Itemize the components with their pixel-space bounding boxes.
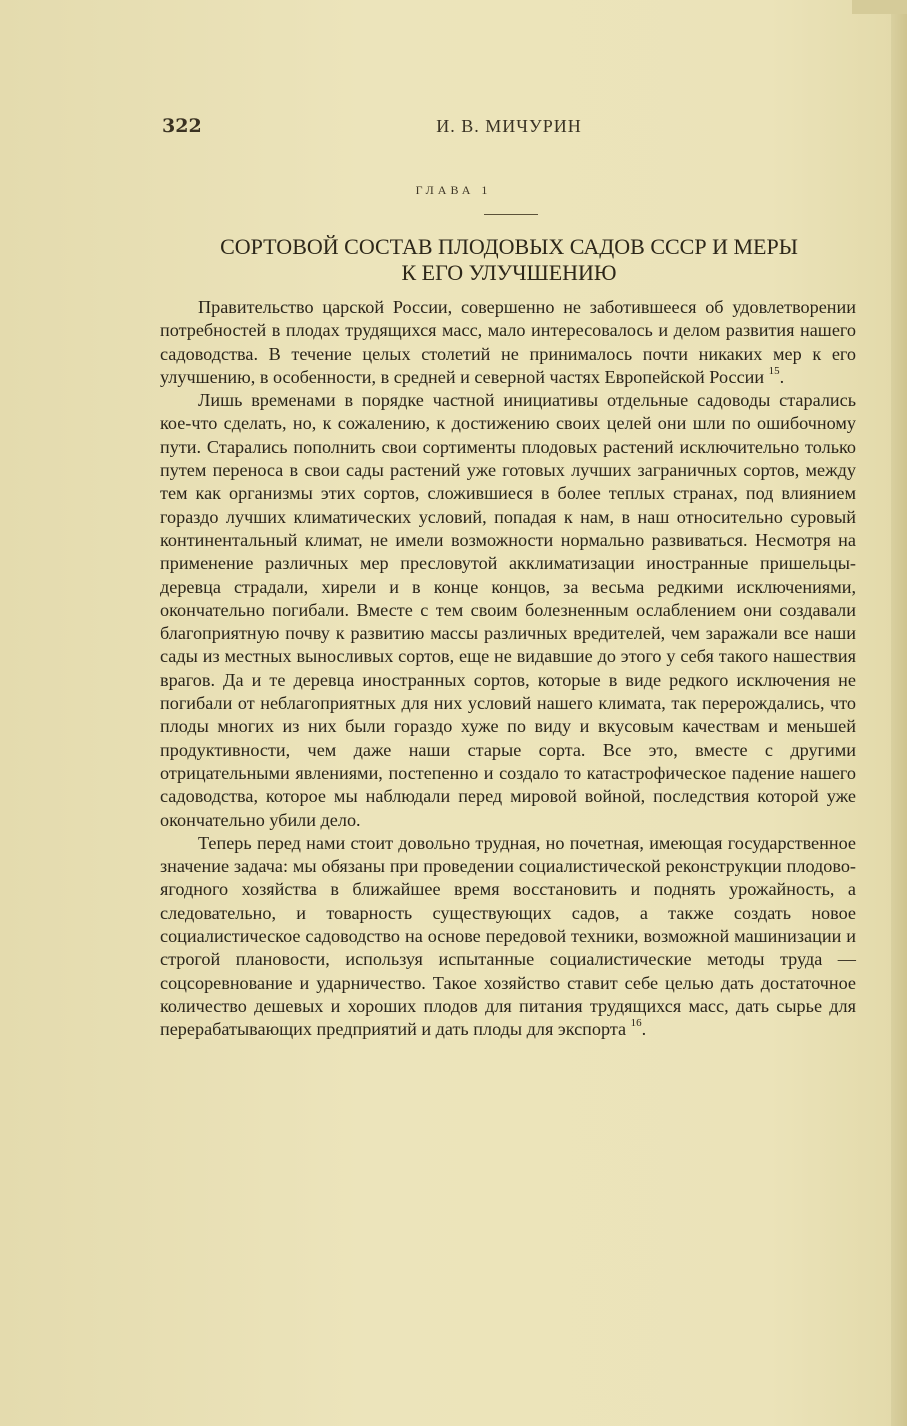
- page-number: 322: [162, 115, 202, 137]
- running-head: И. В. МИЧУРИН: [436, 116, 582, 136]
- chapter-title-line: К ЕГО УЛУЧШЕНИЮ: [401, 260, 617, 285]
- chapter-title-line: СОРТОВОЙ СОСТАВ ПЛОДОВЫХ САДОВ СССР И МЕРЫ: [220, 234, 798, 259]
- body-text: [160, 296, 856, 1042]
- paragraph-text: Правительство царской России, совершенно не заботившееся об удовлетворении потребностей в плодах трудящихся масс, мало интересовалось и делом развития нашего садоводства. В течение целых столетий не принималось почти никаких мер к его улучшению, в особенности, в средней и северной частях Европейской России: [160, 297, 856, 387]
- paragraph-text: Теперь перед нами стоит довольно трудная, но почетная, имеющая государственное значение задача: мы обязаны при проведении социалистической реконструкции плодово-ягодного хозяйства в ближайшее время восстановить и поднять урожайность, а следовательно, и товарность существующих садов, а также создать новое социалистическое садоводство на основе передовой техники, возможной машинизации и строгой плановости, используя испытанные социалистические методы труда — соцсоревнование и ударничество. Такое хозяйство ставит себе целью дать достаточное количество дешевых и хороших плодов для питания трудящихся масс, дать сырье для перерабатывающих предприятий и дать плоды для экспорта: [160, 832, 856, 1040]
- chapter-label: ГЛАВА 1: [415, 183, 492, 197]
- paragraph: [160, 296, 856, 389]
- page-corner: [852, 0, 907, 14]
- page-header: [162, 115, 856, 139]
- chapter-title: [162, 234, 856, 286]
- paragraph: [160, 389, 856, 832]
- paragraph-end: .: [779, 366, 785, 387]
- paragraph: [160, 832, 856, 1042]
- footnote-ref[interactable]: 16: [630, 1017, 642, 1030]
- footnote-ref[interactable]: 15: [768, 364, 780, 377]
- page-edge: [891, 0, 907, 1426]
- paragraph-end: .: [641, 1019, 647, 1040]
- paragraph-text: Лишь временами в порядке частной инициативы отдельные садоводы старались кое-что сделать, но, к сожалению, к достижению своих целей они шли по ошибочному пути. Старались пополнить свои сортименты плодовых растений исключительно только путем переноса в свои сады растений уже готовых лучших заграничных сортов, между тем как организмы этих сортов, сложившиеся в более теплых странах, под влиянием гораздо лучших климатических условий, попадая к нам, в наш относительно суровый континентальный климат, не имели возможности нормально развиваться. Несмотря на применение различных мер пресловутой акклиматизации иностранные пришельцы-деревца страдали, хирели и в конце концов, за весьма редкими исключениями, окончательно погибали. Вместе с тем своим болезненным ослаблением они создавали благоприятную почву к развитию массы различных вредителей, чем заражали все наши сады из местных выносливых сортов, еще не видавшие до этого у себя такого нашествия врагов. Да и те деревца иностранных сортов, которые в виде редкого исключения не погибали от неблагоприятных для них условий нашего климата, так перерождались, что плоды многих из них были гораздо хуже по виду и вкусовым качествам и меньшей продуктивности, чем даже наши старые сорта. Все это, вместе с другими отрицательными явлениями, постепенно и создало то катастрофическое падение нашего садоводства, которое мы наблюдали перед мировой войной, последствия которой уже окончательно убили дело.: [160, 390, 856, 830]
- divider: [484, 214, 538, 215]
